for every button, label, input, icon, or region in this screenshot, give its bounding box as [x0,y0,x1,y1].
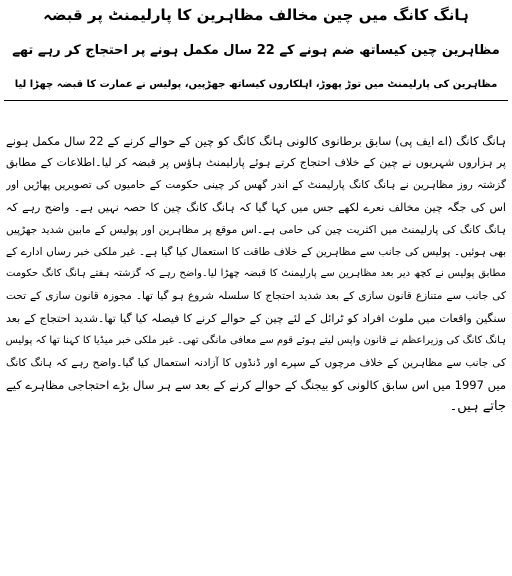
sub-headline-protest-reason: مظاہرین چین کیساتھ ضم ہونے کے 22 سال مکمل ہونے پر احتجاج کر رہے تھے [12,43,500,58]
body-line: کی جانب سے مظاہرین کے خلاف مرچوں کے سپرے اور ڈنڈوں کا آزادنہ استعمال کیا گیا۔واضح رہے کہ ہانگ کانگ [6,356,506,369]
body-line: گزشتہ روز مظاہرین نے ہانگ کانگ پارلیمنٹ کے اندر گھس کر چینی حکومت کے حامیوں کی تصویریں پھاڑیں اور [6,179,506,192]
headline-block [4,4,508,101]
body-line: ہانگ کانگ کی وزیراعظم نے قانون واپس لیتے ہوئے قوم سے معافی مانگی تھی۔ غیر ملکی خبر میڈیا کا کہنا تھا کہ پولیس [6,334,506,346]
body-line: میں 1997 میں اس سابق کالونی کو بیجنگ کے حوالے کرنے کے بعد سے ہر سال بڑے احتجاجی مظاہرے کیے [6,378,506,393]
article-body [6,130,506,418]
body-line: کی جانب سے متنازع قانون سازی کے بعد شدید احتجاج کا سلسلہ شروع ہو گیا تھا۔ مجوزہ قانون سازی کے تحت [6,290,506,303]
body-line: بھی ہوئیں۔ پولیس کی جانب سے مظاہرین کے خلاف طاقت کا استعمال کیا گیا ہے۔ غیر ملکی خبر رساں ادارے کے [6,245,506,258]
body-line: ہانگ کانگ (اے ایف پی) سابق برطانوی کالونی ہانگ کانگ کو چین کے حوالے کرنے کے 22 سال مکمل ہونے [6,134,506,148]
body-line: ہانگ کانگ کی پارلیمنٹ میں اکثریت چین کی حامی ہے۔اس موقع پر مظاہرین اور پولیس کے مابین شدید جھڑپیں [6,223,506,236]
body-line: سنگین واقعات میں ملوث افراد کو ٹرائل کے لئے چین کے حوالے کرنے کا فیصلہ کیا گیا تھا۔شدید احتجاج کے بعد [6,311,506,325]
body-line: پر ہزاروں شہریوں نے چین کے خلاف احتجاج کرتے ہوئے پارلیمنٹ ہاؤس پر قبضہ کر لیا۔اطلاعات کے مطابق [6,156,506,170]
headline-divider [4,100,508,101]
main-headline: ہانگ کانگ میں چین مخالف مظاہرین کا پارلیمنٹ پر قبضہ [43,6,469,24]
body-line: مطابق پولیس نے کچھ دیر بعد مظاہرین سے پارلیمنٹ کا قبضہ چھڑا لیا۔واضح رہے کہ گزشتہ ہفتے ہانگ کانگ حکومت [6,268,506,280]
body-line-last: جاتے ہیں۔ [449,399,506,415]
sub-headline-clashes: مظاہرین کی پارلیمنٹ میں توڑ پھوڑ، اہلکاروں کیساتھ جھڑپیں، پولیس نے عمارت کا قبضہ چھڑا لیا [14,79,498,90]
body-line: اس کی جگہ چین مخالف نعرے لکھے جس میں کہا گیا کہ ہانگ کانگ چین کا حصہ نہیں ہے۔ واضح رہے کہ [6,200,506,214]
